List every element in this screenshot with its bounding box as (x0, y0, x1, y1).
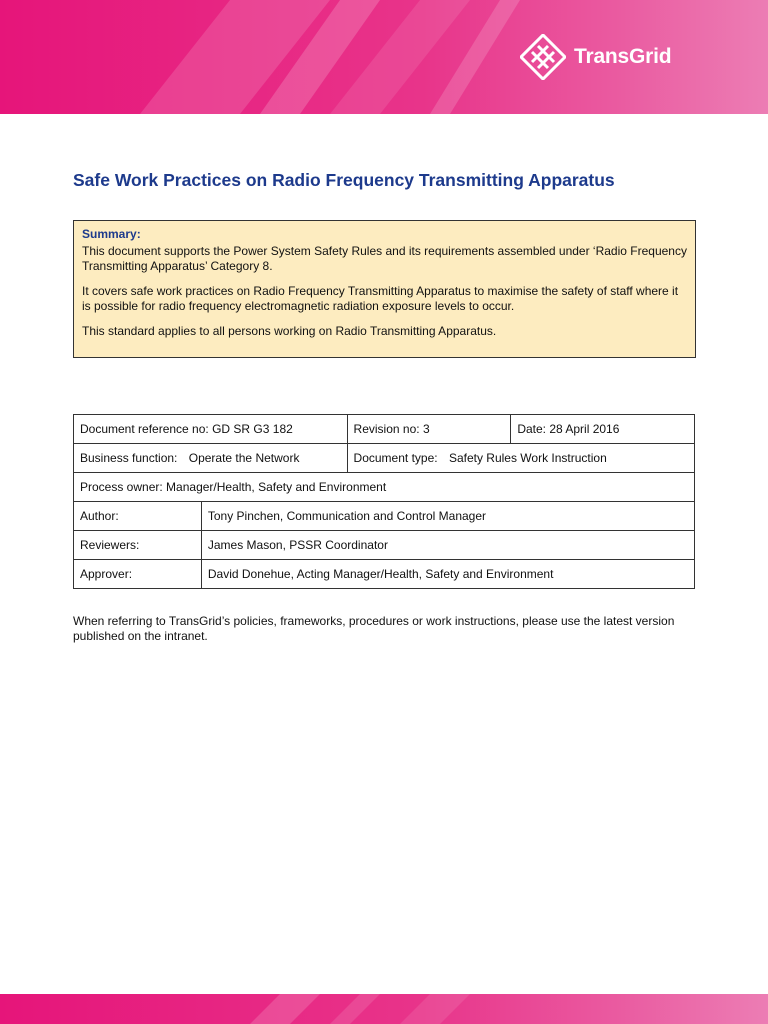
document-title: Safe Work Practices on Radio Frequency Transmitting Apparatus (73, 170, 615, 190)
header-banner (0, 0, 768, 114)
summary-box (73, 220, 696, 358)
approver-label: Approver: (74, 560, 202, 589)
document-type-cell (347, 444, 694, 473)
doc-reference-value: GD SR G3 182 (212, 422, 293, 436)
revision-value: 3 (422, 422, 430, 436)
summary-paragraph: This document supports the Power System Safety Rules and its requirements assembled under ‘Radio Frequency Transmitting Apparatus’ Category 8. (82, 244, 687, 273)
reviewers-label: Reviewers: (74, 531, 202, 560)
logo-wordmark: TransGrid (574, 45, 672, 68)
document-type-value: Safety Rules Work Instruction (448, 451, 607, 465)
table-row (74, 415, 695, 444)
table-row (74, 473, 695, 502)
approver-value: David Donehue, Acting Manager/Health, Safety and Environment (201, 560, 694, 589)
intranet-version-note: When referring to TransGrid’s policies, frameworks, procedures or work instructions, please use the latest version published on the intranet. (73, 614, 675, 643)
footer-banner (0, 994, 768, 1024)
table-row (74, 502, 695, 531)
table-row (74, 560, 695, 589)
date-cell (511, 415, 695, 444)
revision-label: Revision no: (353, 422, 420, 436)
business-function-cell (74, 444, 348, 473)
doc-reference-cell (74, 415, 348, 444)
transgrid-logo (520, 34, 671, 80)
process-owner-cell (74, 473, 695, 502)
business-function-label: Business function: (80, 451, 178, 465)
author-label: Author: (74, 502, 202, 531)
summary-paragraph: This standard applies to all persons working on Radio Transmitting Apparatus. (82, 324, 497, 338)
revision-cell (347, 415, 511, 444)
date-value: 28 April 2016 (549, 422, 620, 436)
table-row (74, 531, 695, 560)
summary-paragraph: It covers safe work practices on Radio Frequency Transmitting Apparatus to maximise the safety of staff where it is possible for radio frequency electromagnetic radiation exposure levels to occur. (82, 284, 679, 313)
date-label: Date: (517, 422, 546, 436)
transgrid-diamond-icon (520, 34, 566, 80)
author-value: Tony Pinchen, Communication and Control Manager (201, 502, 694, 531)
business-function-value: Operate the Network (188, 451, 300, 465)
table-row (74, 444, 695, 473)
process-owner-value: Manager/Health, Safety and Environment (166, 480, 387, 494)
document-type-label: Document type: (353, 451, 438, 465)
doc-reference-label: Document reference no: (80, 422, 209, 436)
process-owner-label: Process owner: (80, 480, 163, 494)
footer-stripes-graphic (0, 994, 768, 1024)
summary-heading: Summary: (82, 227, 141, 241)
reviewers-value: James Mason, PSSR Coordinator (201, 531, 694, 560)
document-info-table (73, 414, 695, 589)
